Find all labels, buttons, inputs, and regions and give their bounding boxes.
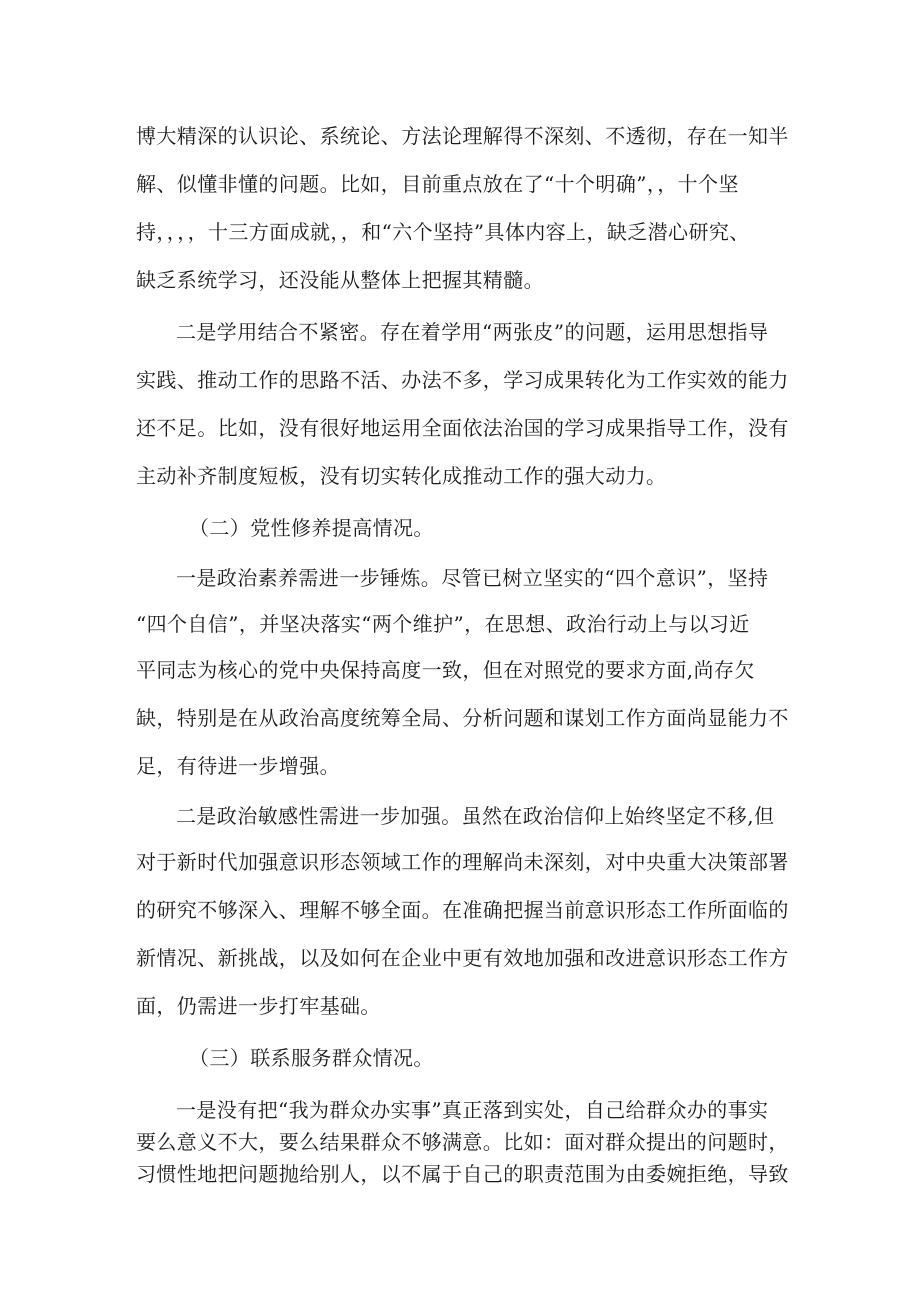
text-line: 缺，特别是在从政治高度统筹全局、分析问题和谋划工作方面尚显能力不 — [136, 706, 789, 730]
text-line: 解、似懂非懂的问题。比如，目前重点放在了“十个明确”，，十个坚 — [136, 172, 739, 196]
text-line: 习惯性地把问题抛给别人，以不属于自己的职责范围为由委婉拒绝，导致 — [136, 1162, 789, 1186]
text-line: 足，有待进一步增强。 — [136, 754, 340, 778]
text-line: 对于新时代加强意识形态领域工作的理解尚未深刻，对中央重大决策部署 — [136, 850, 789, 874]
paragraph-start-line: 一是政治素养需进一步锤炼。尽管已树立坚实的“四个意识”，坚持 — [176, 566, 769, 590]
text-line: 主动补齐制度短板，没有切实转化成推动工作的强大动力。 — [136, 464, 667, 488]
text-line: “四个自信”，并坚决落实“两个维护”，在思想、政治行动上与以习近 — [136, 612, 750, 636]
text-line: 平同志为核心的党中央保持高度一致，但在对照党的要求方面,尚存欠 — [136, 658, 755, 682]
text-line: 的研究不够深入、理解不够全面。在准确把握当前意识形态工作所面临的 — [136, 898, 789, 922]
section-heading: （三）联系服务群众情况。 — [189, 1046, 434, 1070]
paragraph-start-line: 一是没有把“我为群众办实事”真正落到实处，自己给群众办的事实 — [176, 1098, 769, 1122]
text-line: 持，，，，十三方面成就，，和“六个坚持”具体内容上，缺乏潜心研究、 — [136, 220, 750, 244]
section-heading: （二）党性修养提高情况。 — [189, 516, 434, 540]
text-line: 博大精深的认识论、系统论、方法论理解得不深刻、不透彻，存在一知半 — [136, 124, 789, 148]
text-line: 还不足。比如，没有很好地运用全面依法治国的学习成果指导工作，没有 — [136, 416, 789, 440]
text-line: 实践、推动工作的思路不活、办法不多，学习成果转化为工作实效的能力 — [136, 368, 789, 392]
paragraph-start-line: 二是政治敏感性需进一步加强。虽然在政治信仰上始终坚定不移,但 — [176, 804, 775, 828]
text-line: 缺乏系统学习，还没能从整体上把握其精髓。 — [136, 268, 544, 292]
text-line: 面，仍需进一步打牢基础。 — [136, 994, 381, 1018]
paragraph-start-line: 二是学用结合不紧密。存在着学用“两张皮”的问题，运用思想指导 — [176, 320, 769, 344]
text-line: 新情况、新挑战，以及如何在企业中更有效地加强和改进意识形态工作方 — [136, 946, 789, 970]
text-line: 要么意义不大，要么结果群众不够满意。比如：面对群众提出的问题时， — [136, 1130, 789, 1154]
